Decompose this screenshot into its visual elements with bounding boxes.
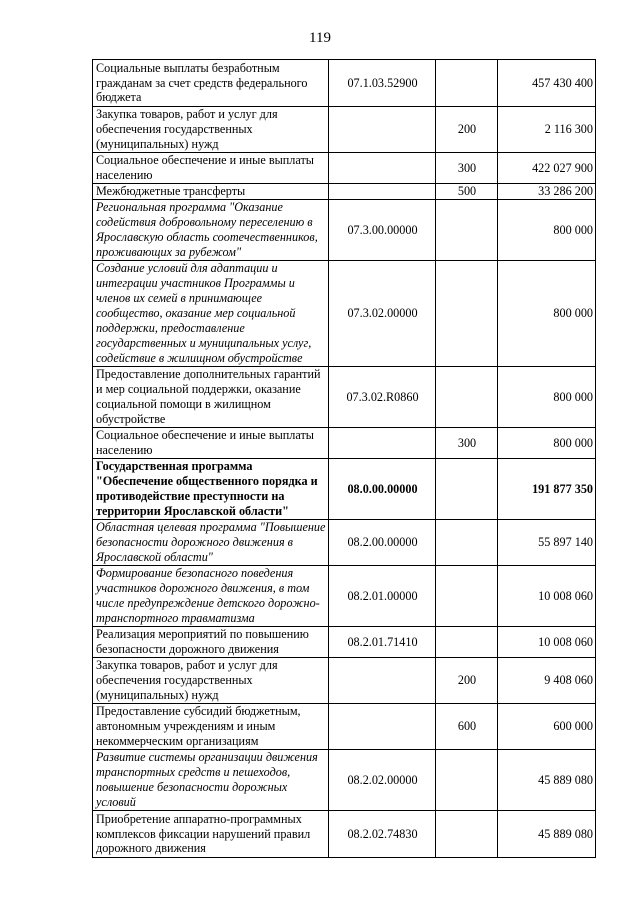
target-code-cell: 08.2.02.74830 [329, 811, 436, 858]
table-row [93, 184, 596, 200]
table-row [93, 566, 596, 627]
expense-type-cell [436, 60, 498, 107]
target-code-cell [329, 153, 436, 184]
expense-type-cell: 200 [436, 107, 498, 153]
table-row [93, 60, 596, 107]
table-row [93, 153, 596, 184]
program-name-cell: Создание условий для адаптации и интеграции участников Программы и членов их семей в принимающее сообщество, оказание мер социальной поддержки, предоставление государственных и муниципальных услуг, содействие в жилищном обустройстве [93, 261, 329, 367]
amount-cell: 10 008 060 [498, 566, 596, 627]
expense-type-cell [436, 367, 498, 428]
target-code-cell: 07.3.02.R0860 [329, 367, 436, 428]
target-code-cell: 08.2.02.00000 [329, 750, 436, 811]
expense-type-cell: 300 [436, 153, 498, 184]
amount-cell: 33 286 200 [498, 184, 596, 200]
target-code-cell [329, 107, 436, 153]
amount-cell: 422 027 900 [498, 153, 596, 184]
expense-type-cell [436, 750, 498, 811]
program-name-cell: Предоставление дополнительных гарантий и мер социальной поддержки, оказание социальной помощи в жилищном обустройстве [93, 367, 329, 428]
expense-type-cell: 600 [436, 704, 498, 750]
target-code-cell: 07.3.00.00000 [329, 200, 436, 261]
budget-table [92, 59, 596, 858]
amount-cell: 800 000 [498, 261, 596, 367]
program-name-cell: Областная целевая программа "Повышение безопасности дорожного движения в Ярославской области" [93, 520, 329, 566]
program-name-cell: Приобретение аппаратно-программных комплексов фиксации нарушений правил дорожного движения [93, 811, 329, 858]
table-row [93, 367, 596, 428]
target-code-cell [329, 428, 436, 459]
amount-cell: 45 889 080 [498, 811, 596, 858]
table-row [93, 107, 596, 153]
amount-cell: 600 000 [498, 704, 596, 750]
page-number: 119 [309, 30, 331, 46]
program-name-cell: Социальное обеспечение и иные выплаты населению [93, 428, 329, 459]
amount-cell: 9 408 060 [498, 658, 596, 704]
table-row [93, 704, 596, 750]
expense-type-cell [436, 627, 498, 658]
program-name-cell: Региональная программа "Оказание содействия добровольному переселению в Ярославскую область соотечественников, проживающих за рубежом" [93, 200, 329, 261]
program-name-cell: Государственная программа "Обеспечение общественного порядка и противодействие преступности на территории Ярославской области" [93, 459, 329, 520]
target-code-cell [329, 184, 436, 200]
amount-cell: 10 008 060 [498, 627, 596, 658]
expense-type-cell [436, 520, 498, 566]
target-code-cell: 08.2.01.00000 [329, 566, 436, 627]
program-name-cell: Социальные выплаты безработным гражданам за счет средств федерального бюджета [93, 60, 329, 107]
amount-cell: 800 000 [498, 367, 596, 428]
program-name-cell: Социальное обеспечение и иные выплаты населению [93, 153, 329, 184]
amount-cell: 800 000 [498, 200, 596, 261]
table-row [93, 261, 596, 367]
budget-table-body [93, 60, 596, 858]
amount-cell: 55 897 140 [498, 520, 596, 566]
target-code-cell: 08.2.01.71410 [329, 627, 436, 658]
expense-type-cell: 500 [436, 184, 498, 200]
target-code-cell: 07.3.02.00000 [329, 261, 436, 367]
expense-type-cell [436, 566, 498, 627]
program-name-cell: Закупка товаров, работ и услуг для обеспечения государственных (муниципальных) нужд [93, 107, 329, 153]
program-name-cell: Развитие системы организации движения транспортных средств и пешеходов, повышение безопасности дорожных условий [93, 750, 329, 811]
table-row [93, 520, 596, 566]
table-row [93, 459, 596, 520]
table-row [93, 811, 596, 858]
expense-type-cell [436, 811, 498, 858]
amount-cell: 800 000 [498, 428, 596, 459]
program-name-cell: Межбюджетные трансферты [93, 184, 329, 200]
program-name-cell: Формирование безопасного поведения участников дорожного движения, в том числе предупреждение детского дорожно-транспортного травматизма [93, 566, 329, 627]
expense-type-cell [436, 261, 498, 367]
amount-cell: 191 877 350 [498, 459, 596, 520]
expense-type-cell: 200 [436, 658, 498, 704]
table-row [93, 428, 596, 459]
target-code-cell [329, 704, 436, 750]
amount-cell: 457 430 400 [498, 60, 596, 107]
program-name-cell: Закупка товаров, работ и услуг для обеспечения государственных (муниципальных) нужд [93, 658, 329, 704]
table-row [93, 750, 596, 811]
program-name-cell: Реализация мероприятий по повышению безопасности дорожного движения [93, 627, 329, 658]
table-row [93, 658, 596, 704]
target-code-cell: 08.0.00.00000 [329, 459, 436, 520]
expense-type-cell [436, 459, 498, 520]
expense-type-cell [436, 200, 498, 261]
table-row [93, 627, 596, 658]
program-name-cell: Предоставление субсидий бюджетным, автономным учреждениям и иным некоммерческим организациям [93, 704, 329, 750]
table-row [93, 200, 596, 261]
amount-cell: 2 116 300 [498, 107, 596, 153]
target-code-cell [329, 658, 436, 704]
target-code-cell: 08.2.00.00000 [329, 520, 436, 566]
target-code-cell: 07.1.03.52900 [329, 60, 436, 107]
amount-cell: 45 889 080 [498, 750, 596, 811]
expense-type-cell: 300 [436, 428, 498, 459]
